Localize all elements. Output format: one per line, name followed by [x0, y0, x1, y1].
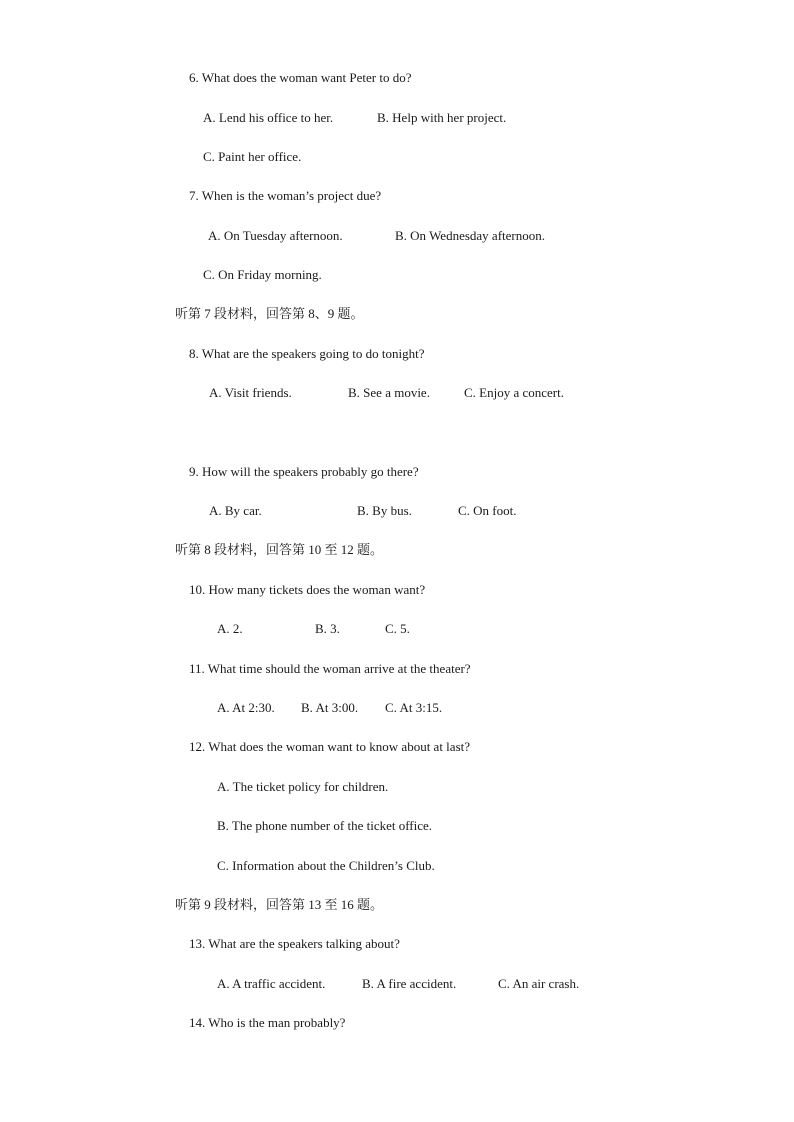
q13-option-a: A. A traffic accident. [217, 976, 326, 991]
question-14: 14. Who is the man probably? [189, 1015, 346, 1030]
question-6: 6. What does the woman want Peter to do? [189, 70, 412, 85]
q13-option-c: C. An air crash. [498, 976, 580, 991]
question-10: 10. How many tickets does the woman want? [189, 582, 426, 597]
question-13: 13. What are the speakers talking about? [189, 936, 400, 951]
q10-option-b: B. 3. [315, 621, 340, 636]
q7-option-c: C. On Friday morning. [203, 267, 322, 282]
question-9: 9. How will the speakers probably go there? [189, 464, 419, 479]
section-7-heading: 听第 7 段材料，回答第 8、9 题。 [175, 306, 364, 321]
q10-option-a: A. 2. [217, 621, 243, 636]
q9-option-b: B. By bus. [357, 503, 412, 518]
q6-option-a: A. Lend his office to her. [203, 110, 334, 125]
q12-option-b: B. The phone number of the ticket office. [217, 818, 433, 833]
q10-option-c: C. 5. [385, 621, 410, 636]
q11-option-b: B. At 3:00. [301, 700, 359, 715]
q8-option-b: B. See a movie. [348, 385, 430, 400]
question-7: 7. When is the woman’s project due? [189, 188, 382, 203]
question-12: 12. What does the woman want to know about at last? [189, 739, 471, 754]
q11-option-c: C. At 3:15. [385, 700, 443, 715]
q11-option-a: A. At 2:30. [217, 700, 275, 715]
q6-option-c: C. Paint her office. [203, 149, 302, 164]
section-8-heading: 听第 8 段材料，回答第 10 至 12 题。 [175, 542, 384, 557]
q8-option-c: C. Enjoy a concert. [464, 385, 564, 400]
q6-option-b: B. Help with her project. [377, 110, 507, 125]
q8-option-a: A. Visit friends. [209, 385, 292, 400]
q7-option-a: A. On Tuesday afternoon. [208, 228, 343, 243]
q12-option-c: C. Information about the Children’s Club. [217, 858, 435, 873]
q7-option-b: B. On Wednesday afternoon. [395, 228, 545, 243]
section-9-heading: 听第 9 段材料，回答第 13 至 16 题。 [175, 897, 384, 912]
q9-option-a: A. By car. [209, 503, 262, 518]
question-11: 11. What time should the woman arrive at the theater? [189, 661, 471, 676]
q13-option-b: B. A fire accident. [362, 976, 457, 991]
q9-option-c: C. On foot. [458, 503, 517, 518]
question-8: 8. What are the speakers going to do tonight? [189, 346, 425, 361]
q12-option-a: A. The ticket policy for children. [217, 779, 389, 794]
